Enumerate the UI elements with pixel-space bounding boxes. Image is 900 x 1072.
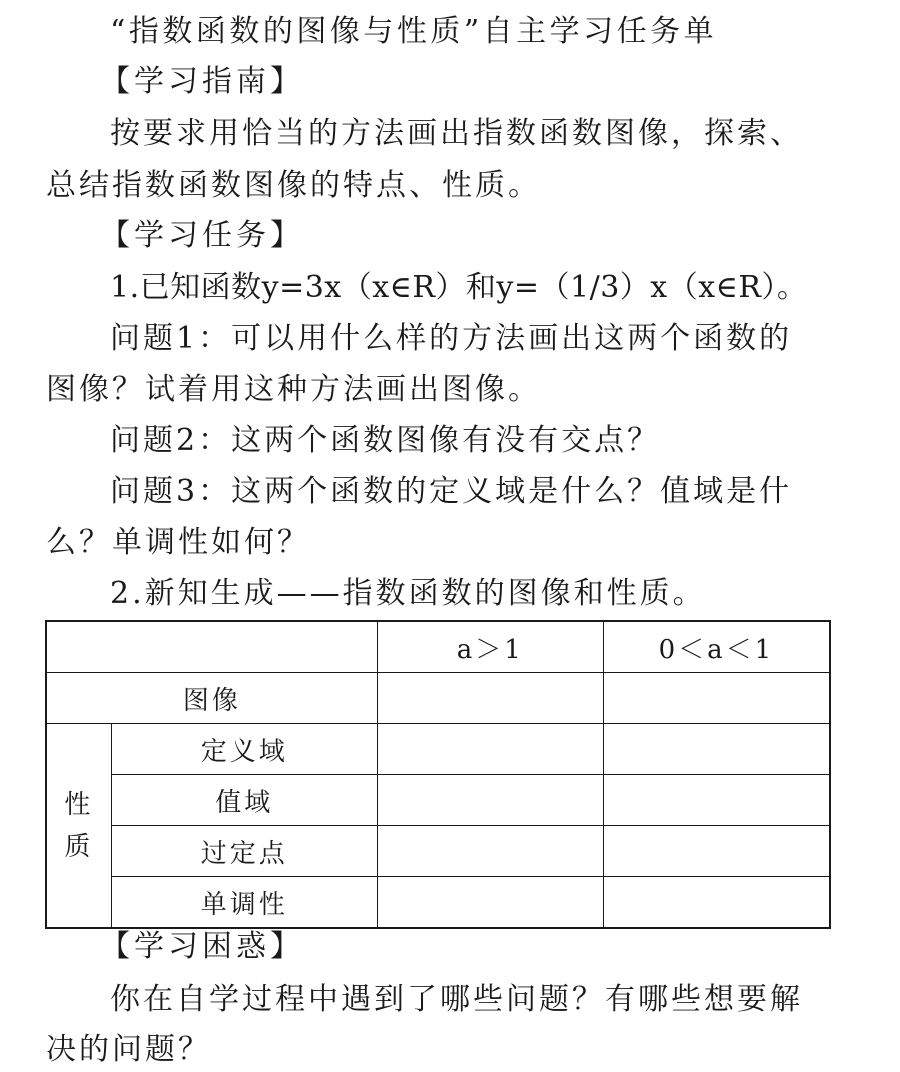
table-cell-empty[interactable] — [377, 826, 603, 877]
task-1-text: 1.已知函数y=3x（x∈R）和y=（1/3）x（x∈R）。 — [110, 270, 808, 305]
row-label-image: 图像 — [46, 673, 377, 724]
section-heading-guide: 【学习指南】 — [100, 64, 304, 99]
table-row-monotonicity — [46, 877, 830, 929]
table-cell-empty[interactable] — [377, 673, 603, 724]
group-label-char-1: 性 — [64, 789, 94, 820]
question-2-text: 问题2：这两个函数图像有没有交点？ — [110, 423, 661, 458]
confusion-line-2: 决的问题？ — [46, 1032, 211, 1067]
table-cell-empty[interactable] — [377, 724, 603, 775]
table-cell-empty[interactable] — [603, 775, 830, 826]
row-group-label-properties — [46, 724, 111, 929]
section-heading-confusion: 【学习困惑】 — [100, 929, 304, 964]
question-1-line-2: 图像？试着用这种方法画出图像。 — [46, 372, 541, 407]
question-3-line-2: 么？单调性如何？ — [46, 525, 310, 560]
row-label-monotonicity: 单调性 — [111, 877, 377, 929]
table-cell-empty[interactable] — [377, 775, 603, 826]
confusion-line-1: 你在自学过程中遇到了哪些问题？有哪些想要解 — [110, 982, 803, 1017]
table-cell-empty[interactable] — [603, 826, 830, 877]
table-row-image — [46, 673, 830, 724]
column-header-a-between-0-1: 0＜a＜1 — [603, 621, 830, 673]
table-header-row — [46, 621, 830, 673]
task-2-text: 2.新知生成——指数函数的图像和性质。 — [110, 576, 706, 611]
table-cell-empty[interactable] — [377, 877, 603, 929]
guide-text-line-1: 按要求用恰当的方法画出指数函数图像，探索、 — [110, 116, 803, 151]
row-label-fixed-point: 过定点 — [111, 826, 377, 877]
page-title: “指数函数的图像与性质”自主学习任务单 — [110, 14, 718, 49]
row-label-range: 值域 — [111, 775, 377, 826]
group-label-char-2: 质 — [64, 831, 94, 862]
table-corner-cell — [46, 621, 377, 673]
section-heading-tasks: 【学习任务】 — [100, 218, 304, 253]
properties-table — [45, 620, 831, 929]
table-cell-empty[interactable] — [603, 877, 830, 929]
row-label-domain: 定义域 — [111, 724, 377, 775]
question-3-line-1: 问题3：这两个函数的定义域是什么？值域是什 — [110, 474, 793, 509]
question-1-line-1: 问题1：可以用什么样的方法画出这两个函数的 — [110, 321, 793, 356]
table-cell-empty[interactable] — [603, 673, 830, 724]
column-header-a-greater-1: a＞1 — [377, 621, 603, 673]
table-cell-empty[interactable] — [603, 724, 830, 775]
table-row-fixed-point — [46, 826, 830, 877]
table-row-domain — [46, 724, 830, 775]
guide-text-line-2: 总结指数函数图像的特点、性质。 — [46, 168, 541, 203]
table-row-range — [46, 775, 830, 826]
